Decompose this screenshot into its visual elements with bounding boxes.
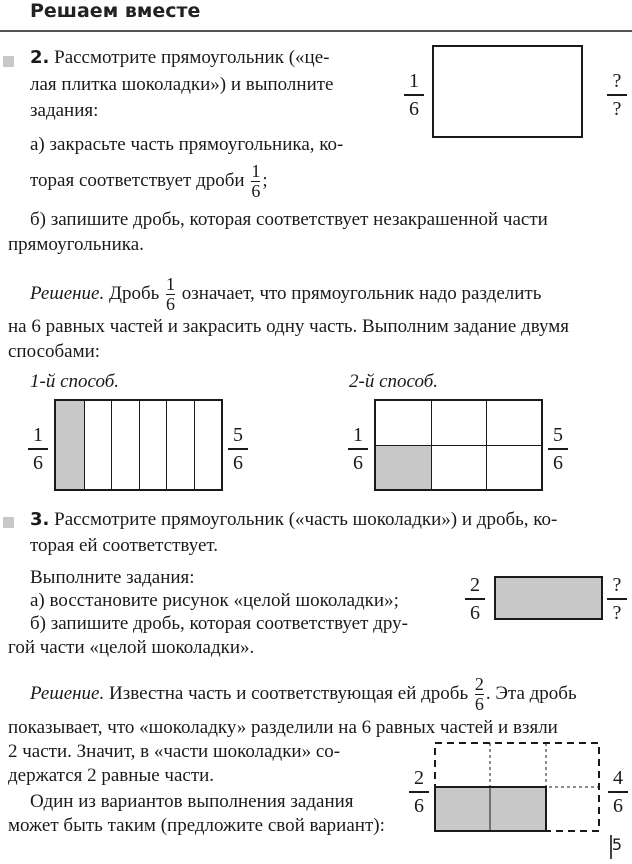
task2-whole-rectangle [432, 45, 583, 138]
task3-intro-line2: торая ей соответствует. [30, 535, 219, 556]
task2-solution-line2: на 6 равных частей и закрасить одну часть. Выполним задание двумя [8, 316, 570, 337]
task3-intro-line1: 3. Рассмотрите прямоугольник («часть шоколадки») и дробь, ко- [30, 509, 558, 530]
task3-figure2-left-fraction: 2 6 [408, 767, 430, 817]
empty-cell [486, 445, 541, 489]
task3-figure-right-fraction: ? ? [606, 574, 628, 624]
task2-solution-fraction: $\frac{1}{6}$ [166, 274, 176, 315]
page-number: 5 [611, 835, 622, 854]
task3-solution-line6: может быть таким (предложите свой вариант): [8, 815, 385, 836]
task3-b-line1: б) запишите дробь, которая соответствует дру- [30, 613, 408, 634]
task2-figure-right-fraction: ? ? [606, 70, 628, 120]
task3-number: 3. [30, 509, 50, 530]
task3-solution-line3: 2 части. Значит, в «части шоколадки» со- [8, 741, 341, 762]
task3-solution-line5: Один из вариантов выполнения задания [30, 791, 354, 812]
way2-label: 2-й способ. [349, 371, 439, 392]
empty-cell [486, 401, 541, 445]
task2-a-line1: а) закрасьте часть прямоугольника, ко- [30, 134, 344, 155]
task2-b-line2: прямоугольника. [8, 234, 144, 255]
task-marker-icon [3, 517, 14, 528]
task3-b-line2: гой части «целой шоколадки». [8, 637, 255, 658]
task-marker-icon [3, 56, 14, 67]
shaded-cell [56, 401, 84, 489]
task2-figure-left-fraction: 1 6 [403, 70, 425, 120]
section-title: Решаем вместе [30, 0, 201, 22]
task3-figure-left-fraction: 2 6 [464, 574, 486, 624]
task2-solution-line1: Решение. Дробь $\frac{1}{6}$ означает, что прямоугольник надо разделить [30, 274, 542, 315]
task2-b-line1: б) запишите дробь, которая соответствует незакрашенной части [30, 209, 548, 230]
task3-solution-line4: держатся 2 равные части. [8, 765, 215, 786]
way1-rectangle [54, 399, 223, 491]
way2-right-fraction: 5 6 [547, 424, 569, 474]
way2-rectangle [374, 399, 543, 491]
empty-cell [84, 401, 112, 489]
task2-number: 2. [30, 47, 50, 68]
empty-cell [166, 401, 194, 489]
task3-solution-line1: Решение. Известна часть и соответствующая ей дробь $\frac{2}{6}$ . Эта дробь [30, 674, 577, 715]
empty-cell [431, 445, 486, 489]
way1-label: 1-й способ. [30, 371, 120, 392]
header-divider [0, 30, 632, 32]
task3-part-rectangle [494, 576, 603, 620]
empty-cell [376, 401, 431, 445]
task3-solution-fraction: $\frac{2}{6}$ [474, 674, 484, 715]
empty-cell [194, 401, 222, 489]
task2-solution-line3: способами: [8, 341, 101, 362]
task3-figure2-right-fraction: 4 6 [607, 767, 629, 817]
task2-intro-line3: задания: [30, 100, 99, 121]
task3-solution-line2: показывает, что «шоколадку» разделили на 6 равных частей и взяли [8, 717, 558, 738]
empty-cell [139, 401, 167, 489]
task3-do-line: Выполните задания: [30, 567, 195, 588]
way1-left-fraction: 1 6 [27, 424, 49, 474]
task2-intro-line1: 2. Рассмотрите прямоугольник («це- [30, 47, 330, 68]
task3-a-line: а) восстановите рисунок «целой шоколадки»; [30, 590, 399, 611]
way2-left-fraction: 1 6 [347, 424, 369, 474]
empty-cell [111, 401, 139, 489]
task3-whole-chocolate-figure [432, 740, 602, 835]
shaded-cell [376, 445, 431, 489]
task2-intro-line2: лая плитка шоколадки») и выполните [30, 74, 334, 95]
task2-a-line2: торая соответствует дроби $\frac{1}{6}$ ; [30, 161, 268, 202]
task2-a-fraction: $\frac{1}{6}$ [251, 161, 261, 202]
way1-right-fraction: 5 6 [227, 424, 249, 474]
empty-cell [431, 401, 486, 445]
